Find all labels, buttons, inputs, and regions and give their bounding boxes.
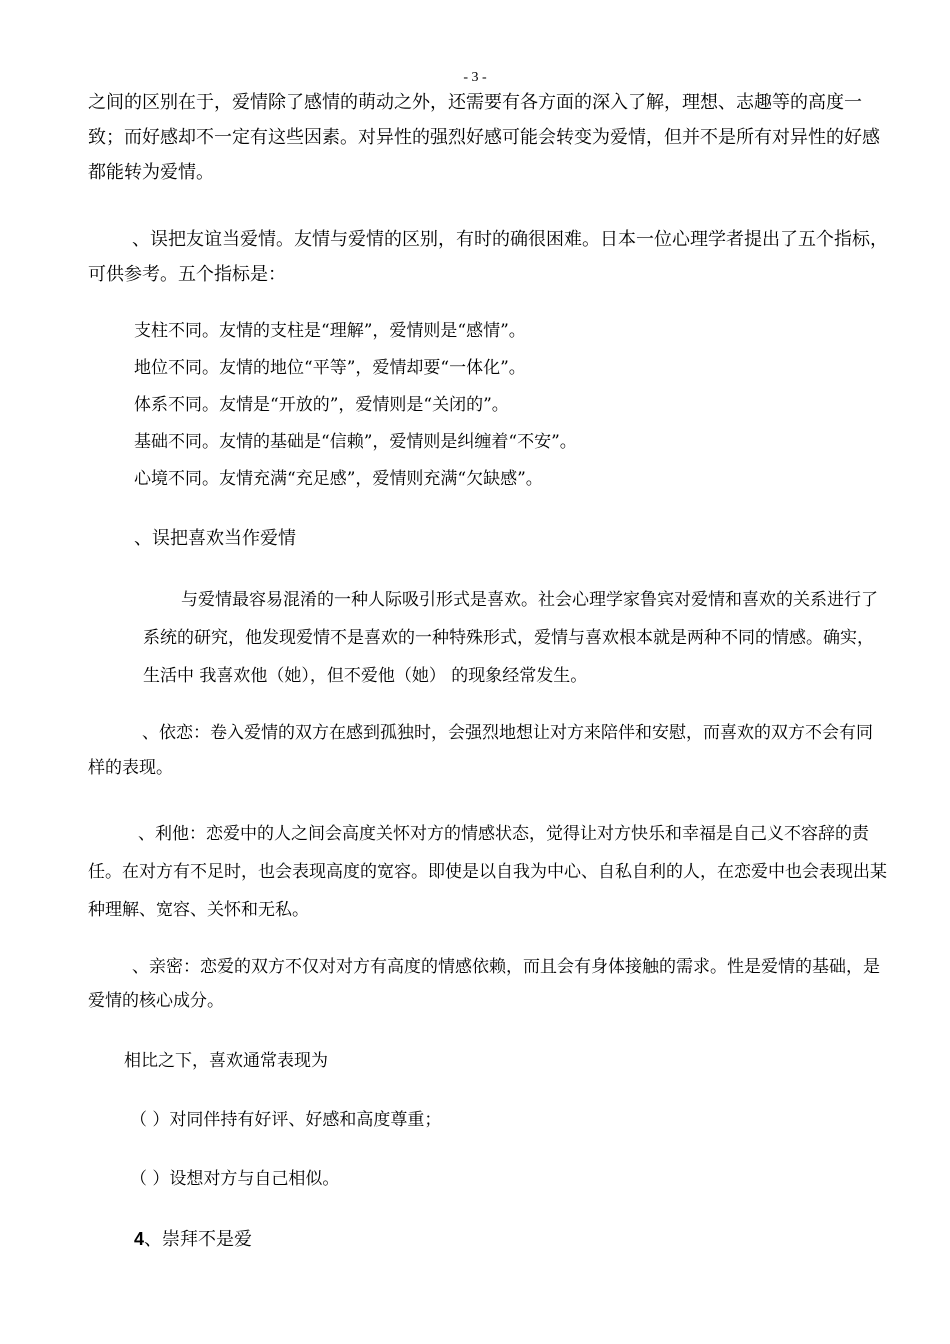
paragraph-friendship: 、误把友谊当爱情。友情与爱情的区别，有时的确很困难。日本一位心理学者提出了五个指标，可供参考。五个指标是： (88, 229, 888, 285)
heading-worship-text: 、崇拜不是爱 (144, 1229, 253, 1250)
paragraph-altruism: 、利他：恋爱中的人之间会高度关怀对方的情感状态，觉得让对方快乐和幸福是自己义不容辞的责任。在对方有不足时，也会表现高度的宽容。即使是以自我为中心、自私自利的人，在恋爱中也会表现出某种理解、宽容、关怀和无私。 (88, 824, 887, 920)
heading-worship (134, 1226, 252, 1253)
paragraph-contrast: 相比之下，喜欢通常表现为 (124, 1051, 328, 1071)
indicator-item: 地位不同。友情的地位“平等”，爱情却要“一体化”。 (134, 358, 526, 378)
list-item-2: （ ）设想对方与自己相似。 (130, 1169, 340, 1189)
indicator-item: 体系不同。友情是“开放的”，爱情则是“关闭的”。 (134, 395, 509, 415)
indicator-item: 支柱不同。友情的支柱是“理解”，爱情则是“感情”。 (134, 321, 526, 341)
heading-worship-number: 4 (134, 1229, 145, 1249)
list-item-1: （ ）对同伴持有好评、好感和高度尊重； (130, 1110, 442, 1130)
paragraph-dependence: 、依恋：卷入爱情的双方在感到孤独时，会强烈地想让对方来陪伴和安慰，而喜欢的双方不会有同样的表现。 (88, 723, 873, 778)
indicator-item: 心境不同。友情充满“充足感”，爱情则充满“欠缺感”。 (134, 469, 543, 489)
heading-liking: 、误把喜欢当作爱情 (134, 528, 296, 549)
paragraph-intro: 之间的区别在于，爱情除了感情的萌动之外，还需要有各方面的深入了解，理想、志趣等的高度一致；而好感却不一定有这些因素。对异性的强烈好感可能会转变为爱情，但并不是所有对异性的好感都能转为爱情。 (88, 92, 880, 183)
indicator-item: 基础不同。友情的基础是“信赖”，爱情则是纠缠着“不安”。 (134, 432, 577, 452)
paragraph-liking: 与爱情最容易混淆的一种人际吸引形式是喜欢。社会心理学家鲁宾对爱情和喜欢的关系进行了系统的研究，他发现爱情不是喜欢的一种特殊形式，爱情与喜欢根本就是两种不同的情感。确实，生活中 我喜欢他（她），但不爱他（她） 的现象经常发生。 (143, 590, 878, 686)
paragraph-intimacy: 、亲密：恋爱的双方不仅对对方有高度的情感依赖，而且会有身体接触的需求。性是爱情的基础，是爱情的核心成分。 (88, 957, 880, 1011)
page-number: - 3 - (463, 70, 487, 85)
